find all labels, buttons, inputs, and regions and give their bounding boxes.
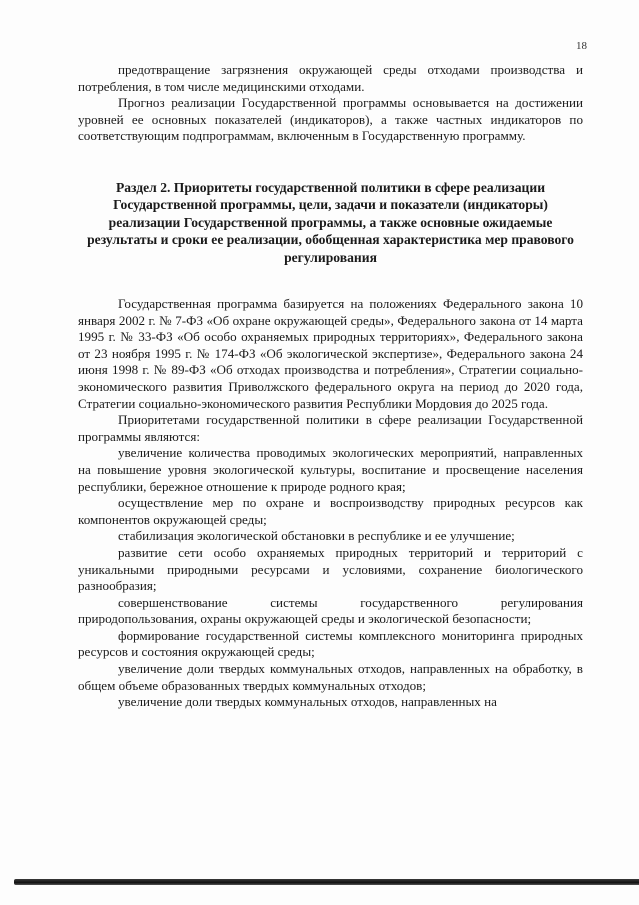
intro-paragraph-2: Прогноз реализации Государственной программы основывается на достижении уровней ее основных показателей (индикаторов), а также частных индикаторов по соответствующим подпрограммам, включенным в Государственную программу.: [78, 95, 583, 144]
list-item: осуществление мер по охране и воспроизводству природных ресурсов как компонентов окружающей среды;: [78, 495, 583, 527]
list-item: увеличение количества проводимых экологических мероприятий, направленных на повышение уровня экологической культуры, воспитание и просвещение населения республики, бережное отношение к природе родного края;: [78, 445, 583, 494]
intro-paragraph-1: предотвращение загрязнения окружающей среды отходами производства и потребления, в том числе медицинскими отходами.: [78, 62, 583, 94]
page-content: [78, 62, 583, 711]
page-number: 18: [576, 40, 587, 52]
scan-edge-rule: [14, 879, 639, 885]
section-paragraph-1: Государственная программа базируется на положениях Федерального закона 10 января 2002 г. № 7-ФЗ «Об охране окружающей среды», Федерального закона от 14 марта 1995 г. № 33-ФЗ «Об особо охраняемых природных территориях», Федерального закона от 23 ноября 1995 г. № 174-ФЗ «Об экологической экспертизе», Федерального закона 24 июня 1998 г. № 89-ФЗ «Об отходах производства и потребления», Стратегии социально-экономического развития Приволжского федерального округа на период до 2020 года, Стратегии социально-экономического развития Республики Мордовия до 2025 года.: [78, 296, 583, 411]
list-item: формирование государственной системы комплексного мониторинга природных ресурсов и состояния окружающей среды;: [78, 627, 583, 660]
list-item: развитие сети особо охраняемых природных территорий и территорий с уникальными природными ресурсами и условиями, сохранение биологического разнообразия;: [78, 544, 583, 594]
list-item: стабилизация экологической обстановки в республике и ее улучшение;: [118, 528, 515, 544]
section-heading: Раздел 2. Приоритеты государственной политики в сфере реализации Государственной программы, цели, задачи и показатели (индикаторы) реализации Государственной программы, а также основные ожидаемые результаты и сроки ее реализации, обобщенная характеристика мер правового регулирования: [87, 179, 574, 265]
section-paragraph-2: Приоритетами государственной политики в сфере реализации Государственной программы являются:: [78, 412, 583, 444]
list-item: увеличение доли твердых коммунальных отходов, направленных на: [118, 694, 497, 710]
list-item: совершенствование системы государственного регулирования природопользования, охраны окружающей среды и экологической безопасности;: [78, 594, 583, 627]
list-item: увеличение доли твердых коммунальных отходов, направленных на обработку, в общем объеме образованных твердых коммунальных отходов;: [78, 661, 583, 693]
priorities-list: [78, 445, 583, 711]
